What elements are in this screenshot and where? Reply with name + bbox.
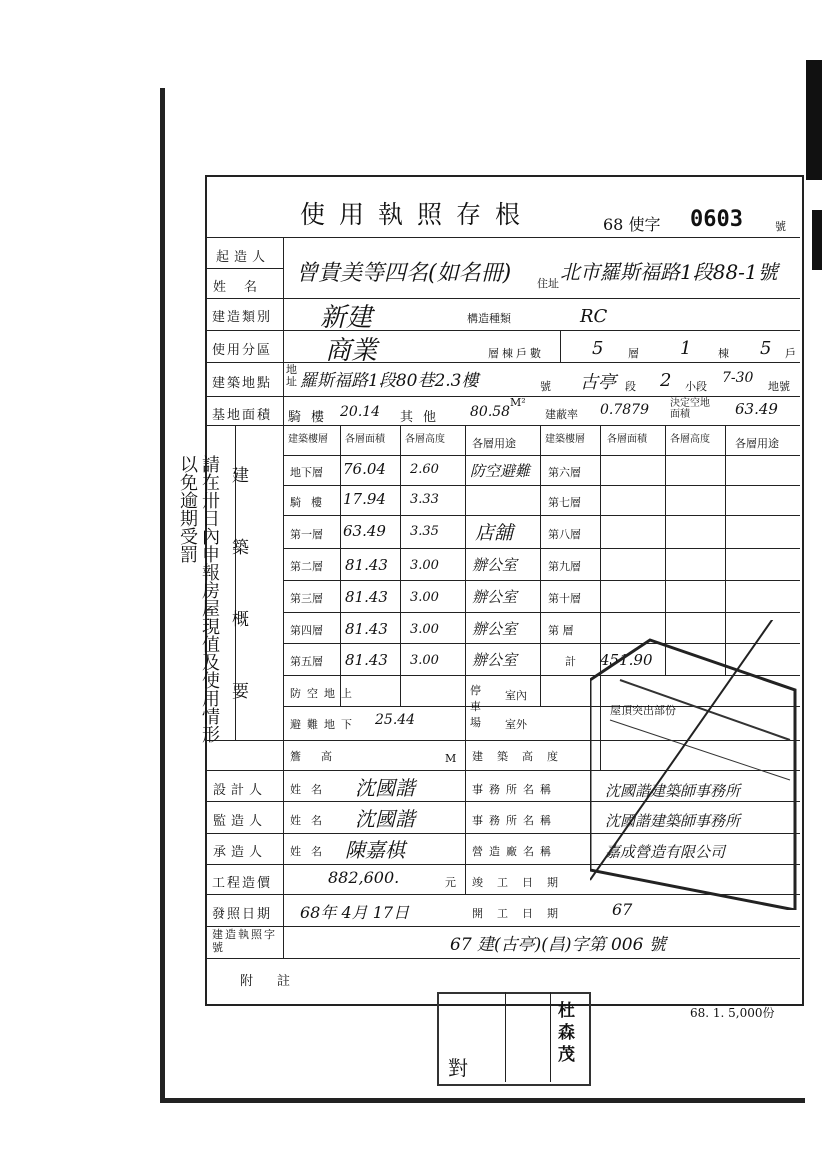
cost-label: 工程造價 — [212, 876, 273, 891]
scan-artifact — [812, 210, 822, 270]
permit-value: 67 建(古亭)(昌)字第 006 號 — [450, 935, 666, 955]
floor-name: 第六層 — [548, 466, 581, 479]
other-value: 80.58 — [470, 404, 511, 420]
floor-height: 3.00 — [410, 558, 439, 573]
floor-area: 81.43 — [345, 651, 388, 669]
floor-name: 第八層 — [548, 528, 581, 541]
col-header: 各層高度 — [670, 434, 710, 445]
supervisor-office: 沈國諧建築師事務所 — [605, 812, 741, 830]
floor-area: 63.49 — [343, 522, 386, 540]
site-label: 建築地點 — [212, 376, 273, 391]
floor-height: 3.00 — [410, 622, 439, 637]
shelter-label: 防空地上 — [290, 687, 358, 700]
floor-height: 3.00 — [410, 653, 439, 668]
floor-area: 81.43 — [345, 620, 388, 638]
permit-prefix: 68 使字 — [603, 215, 661, 234]
col-header: 各層用途 — [472, 437, 516, 450]
designer-office: 沈國諧建築師事務所 — [605, 782, 741, 800]
category-value: 新建 — [320, 303, 373, 333]
finish-label: 竣工日期 — [472, 876, 572, 889]
floor-height: 3.33 — [410, 492, 439, 507]
arcade-value: 20.14 — [340, 404, 381, 420]
floor-name: 第 層 — [548, 624, 574, 637]
roof-label: 屋頂突出部份 — [610, 704, 676, 717]
floor-name: 第九層 — [548, 560, 581, 573]
floor-name: 第二層 — [290, 560, 323, 573]
start-label: 開工日期 — [472, 907, 572, 920]
parking-outdoor: 室外 — [505, 718, 527, 731]
floor-area: 17.94 — [343, 490, 386, 508]
height-label: 建築高度 — [472, 750, 572, 763]
contractor-office-label: 營造廠名稱 — [472, 845, 557, 858]
floor-unit: 層 — [628, 347, 639, 360]
col-header: 建築樓層 — [545, 434, 585, 445]
designer-name: 沈國諧 — [355, 776, 415, 800]
issue-date-label: 發照日期 — [212, 907, 273, 922]
eave-label: 簷高 — [290, 750, 352, 763]
supervisor-name-label: 姓名 — [290, 814, 332, 827]
floor-area: 81.43 — [345, 556, 388, 574]
col-header: 各層面積 — [607, 434, 647, 445]
coverage-label: 建蔽率 — [545, 408, 578, 421]
note-label: 附註 — [240, 974, 315, 989]
site-district: 古亭 — [580, 372, 616, 393]
col-header: 建築樓層 — [288, 434, 328, 445]
section-label: 段 — [625, 380, 636, 393]
floor-name: 地下層 — [290, 466, 323, 479]
site-number-label: 號 — [540, 380, 551, 393]
subsection-label: 小段 — [685, 380, 707, 393]
floor-use: 防空避難 — [470, 462, 531, 480]
floor-use: 辦公室 — [472, 556, 518, 574]
floor-name: 第七層 — [548, 496, 581, 509]
issue-date: 68年 4月 17日 — [300, 903, 410, 922]
floor-name: 第四層 — [290, 624, 323, 637]
designer-office-label: 事務所名稱 — [472, 783, 557, 796]
floors-label: 層棟戶數 — [488, 347, 544, 360]
section-value: 2 — [660, 370, 672, 391]
applicant-name: 曾貴美等四名(如名冊) — [296, 261, 512, 286]
permit-suffix: 號 — [775, 220, 786, 233]
structure-value: RC — [580, 306, 608, 327]
parking-label: 停車場 — [470, 684, 481, 729]
floor-height: 3.00 — [410, 590, 439, 605]
floors-value: 5 — [592, 338, 604, 359]
zone-value: 商業 — [325, 336, 378, 366]
floor-name: 第三層 — [290, 592, 323, 605]
lot-label: 地號 — [768, 380, 790, 393]
landarea-value: 63.49 — [735, 400, 778, 418]
cost-value: 882,600. — [328, 868, 400, 887]
shelter-below-label: 避難地下 — [290, 718, 358, 731]
arcade-label: 騎樓 — [288, 410, 335, 425]
total-area: 451.90 — [600, 651, 653, 669]
designer-label: 設計人 — [213, 783, 268, 798]
site-address: 羅斯福路1段80巷2.3樓 — [300, 371, 479, 391]
unit-unit: 戶 — [785, 347, 796, 360]
start-value: 67 — [612, 900, 633, 919]
col-header: 各層用途 — [735, 437, 779, 450]
designer-name-label: 姓名 — [290, 783, 332, 796]
floor-name: 第一層 — [290, 528, 323, 541]
stamp-name: 杜森茂 — [558, 1001, 575, 1065]
shelter-value: 25.44 — [375, 712, 416, 728]
applicant-address: 北市羅斯福路1段88-1號 — [560, 260, 778, 284]
landarea-label: 決定空地面積 — [670, 398, 710, 420]
cost-unit: 元 — [445, 876, 456, 889]
floor-name: 第十層 — [548, 592, 581, 605]
buildings-value: 1 — [680, 338, 692, 359]
lot-value: 7-30 — [722, 370, 754, 386]
stamp-check: 對 — [448, 1056, 468, 1080]
floor-use: 店舖 — [475, 522, 514, 544]
units-value: 5 — [760, 338, 772, 359]
print-footer: 68. 1. 5,000份 — [690, 1006, 775, 1020]
permit-number: 0603 — [690, 207, 743, 232]
floor-name: 騎樓 — [290, 496, 332, 509]
seal-stamp — [590, 620, 800, 910]
name-label: 姓名 — [213, 280, 276, 295]
col-header: 各層高度 — [405, 434, 445, 445]
category-label: 建造類別 — [212, 310, 273, 325]
supervisor-name: 沈國諧 — [355, 807, 415, 831]
area-unit: M² — [510, 396, 526, 409]
building-unit: 棟 — [718, 347, 729, 360]
floor-use: 辦公室 — [472, 620, 518, 638]
eave-unit: M — [445, 752, 457, 765]
col-header: 各層面積 — [345, 434, 385, 445]
scan-artifact — [806, 60, 822, 180]
floor-area: 76.04 — [343, 460, 386, 478]
summary-vertical-label: 建築概要 — [232, 466, 249, 702]
page-title: 使用執照存根 — [300, 200, 535, 229]
site-addr-label: 地址 — [286, 363, 297, 388]
area-label: 基地面積 — [212, 408, 273, 423]
contractor-office: 嘉成營造有限公司 — [605, 843, 726, 861]
address-label: 住址 — [537, 277, 559, 290]
floor-use: 辦公室 — [472, 588, 518, 606]
coverage-value: 0.7879 — [600, 402, 649, 418]
floor-height: 2.60 — [410, 462, 439, 477]
floor-height: 3.35 — [410, 524, 439, 539]
supervisor-label: 監造人 — [213, 814, 268, 829]
contractor-name-label: 姓名 — [290, 845, 332, 858]
side-note: 請在卅日內申報房屋現值及使用情形以免逾期受罰 — [177, 455, 220, 743]
floor-name: 第五層 — [290, 655, 323, 668]
contractor-name: 陳嘉棋 — [345, 838, 405, 862]
structure-label: 構造種類 — [467, 312, 511, 325]
applicant-label: 起造人 — [216, 250, 271, 265]
contractor-label: 承造人 — [213, 845, 268, 860]
zone-label: 使用分區 — [212, 343, 273, 358]
total-label: 計 — [565, 655, 576, 668]
permit-label: 建造執照字號 — [212, 928, 277, 954]
floor-area: 81.43 — [345, 588, 388, 606]
other-label: 其他 — [400, 410, 447, 425]
supervisor-office-label: 事務所名稱 — [472, 814, 557, 827]
parking-indoor: 室內 — [505, 689, 527, 702]
floor-use: 辦公室 — [472, 651, 518, 669]
